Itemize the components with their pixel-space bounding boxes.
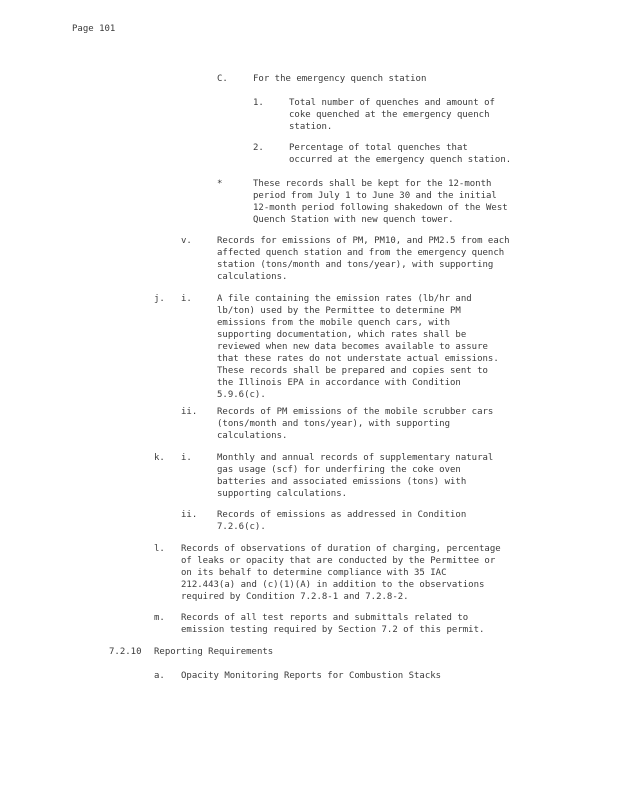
section-title: Reporting Requirements — [154, 647, 274, 657]
item-label: ii. — [181, 510, 198, 520]
item-label: 2. — [253, 143, 264, 153]
item-label: k. — [154, 453, 165, 463]
section-number: 7.2.10 — [109, 647, 142, 657]
footnote-marker: * — [217, 179, 223, 189]
record-item-test-reports: Records of all test reports and submittals related to emission testing required by Section 7.2 of this permit. — [181, 613, 485, 635]
record-item-natural-gas-usage: Monthly and annual records of supplementary natural gas usage (scf) for underfiring the coke oven batteries and associated emissions (tons) with supporting calculations. — [217, 453, 494, 499]
record-item-charging-observations: Records of observations of duration of charging, percentage of leaks or opacity that are conducted by the Permittee or on its behalf to determine compliance with 35 IAC 212.443(a) and (c)(1)(A) in addition to the observations required by Condition 7.2.8-1 and 7.2.8-2. — [181, 544, 501, 602]
item-label: l. — [154, 544, 165, 554]
record-item-emissions-condition: Records of emissions as addressed in Condition 7.2.6(c). — [217, 510, 467, 532]
record-item-total-quenches: Total number of quenches and amount of coke quenched at the emergency quench station. — [289, 98, 495, 132]
subsection-label: a. — [154, 671, 165, 681]
record-item-scrubber-cars: Records of PM emissions of the mobile scrubber cars (tons/month and tons/year), with supporting calculations. — [217, 407, 494, 441]
record-item-percentage-quenches: Percentage of total quenches that occurred at the emergency quench station. — [289, 143, 512, 165]
record-item-pm-emissions: Records for emissions of PM, PM10, and PM2.5 from each affected quench station and from the emergency quench station (tons/month and tons/year), with supporting calculations. — [217, 236, 510, 282]
subsection-title: Opacity Monitoring Reports for Combustion Stacks — [181, 671, 442, 681]
item-label: j. — [154, 294, 165, 304]
record-item-emergency-quench: For the emergency quench station — [253, 74, 427, 84]
item-label: ii. — [181, 407, 198, 417]
item-label: v. — [181, 236, 192, 246]
page-number-header: Page 101 — [72, 24, 116, 34]
item-label: 1. — [253, 98, 264, 108]
item-label: m. — [154, 613, 165, 623]
record-retention-note: These records shall be kept for the 12-month period from July 1 to June 30 and the initial 12-month period following shakedown of the West Quench Station with new quench tower. — [253, 179, 508, 225]
record-item-emission-rates-file: A file containing the emission rates (lb/hr and lb/ton) used by the Permittee to determine PM emissions from the mobile quench cars, with supporting documentation, which rates shall be reviewed when new data becomes available to assure that these rates do not understate actual emissions. These records shall be prepared and copies sent to the Illinois EPA in accordance with Condition 5.9.6(c). — [217, 294, 499, 400]
item-label: C. — [217, 74, 228, 84]
item-sublabel: i. — [181, 453, 192, 463]
item-sublabel: i. — [181, 294, 192, 304]
